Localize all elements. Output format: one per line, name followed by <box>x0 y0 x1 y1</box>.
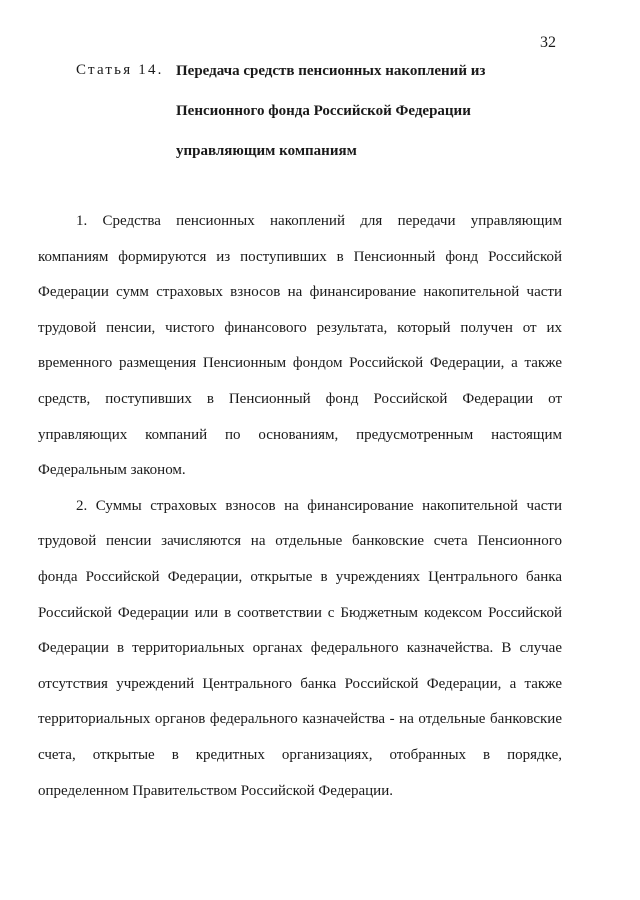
paragraph-1: 1. Средства пенсионных накоплений для передачи управляющим компаниям формируются из поступивших в Пенсионный фонд Российской Федерации сумм страховых взносов на финансирование накопительной части трудовой пенсии, чистого финансового результата, который получен от их временного размещения Пенсионным фондом Российской Федерации, а также средств, поступивших в Пенсионный фонд Российской Федерации от управляющих компаний по основаниям, предусмотренным настоящим Федеральным законом. <box>38 213 562 479</box>
article-title <box>176 51 576 171</box>
page-number: 32 <box>540 34 556 51</box>
paragraph-2: 2. Суммы страховых взносов на финансирование накопительной части трудовой пенсии зачисляются на отдельные банковские счета Пенсионного фонда Российской Федерации, открытые в учреждениях Центрального банка Российской Федерации или в соответствии с Бюджетным кодексом Российской Федерации в территориальных органах федерального казначейства. В случае отсутствия учреждений Центрального банка Российской Федерации, а также территориальных органов федерального казначейства - на отдельные банковские счета, открытые в кредитных организациях, отобранных в порядке, определенном Правительством Российской Федерации. <box>38 497 562 799</box>
article-label: Статья 14. <box>76 62 164 78</box>
article-title-line: Пенсионного фонда Российской Федерации <box>176 103 471 119</box>
article-body <box>38 204 562 809</box>
article-title-line: управляющим компаниям <box>176 143 357 159</box>
article-title-line: Передача средств пенсионных накоплений из <box>176 63 486 79</box>
